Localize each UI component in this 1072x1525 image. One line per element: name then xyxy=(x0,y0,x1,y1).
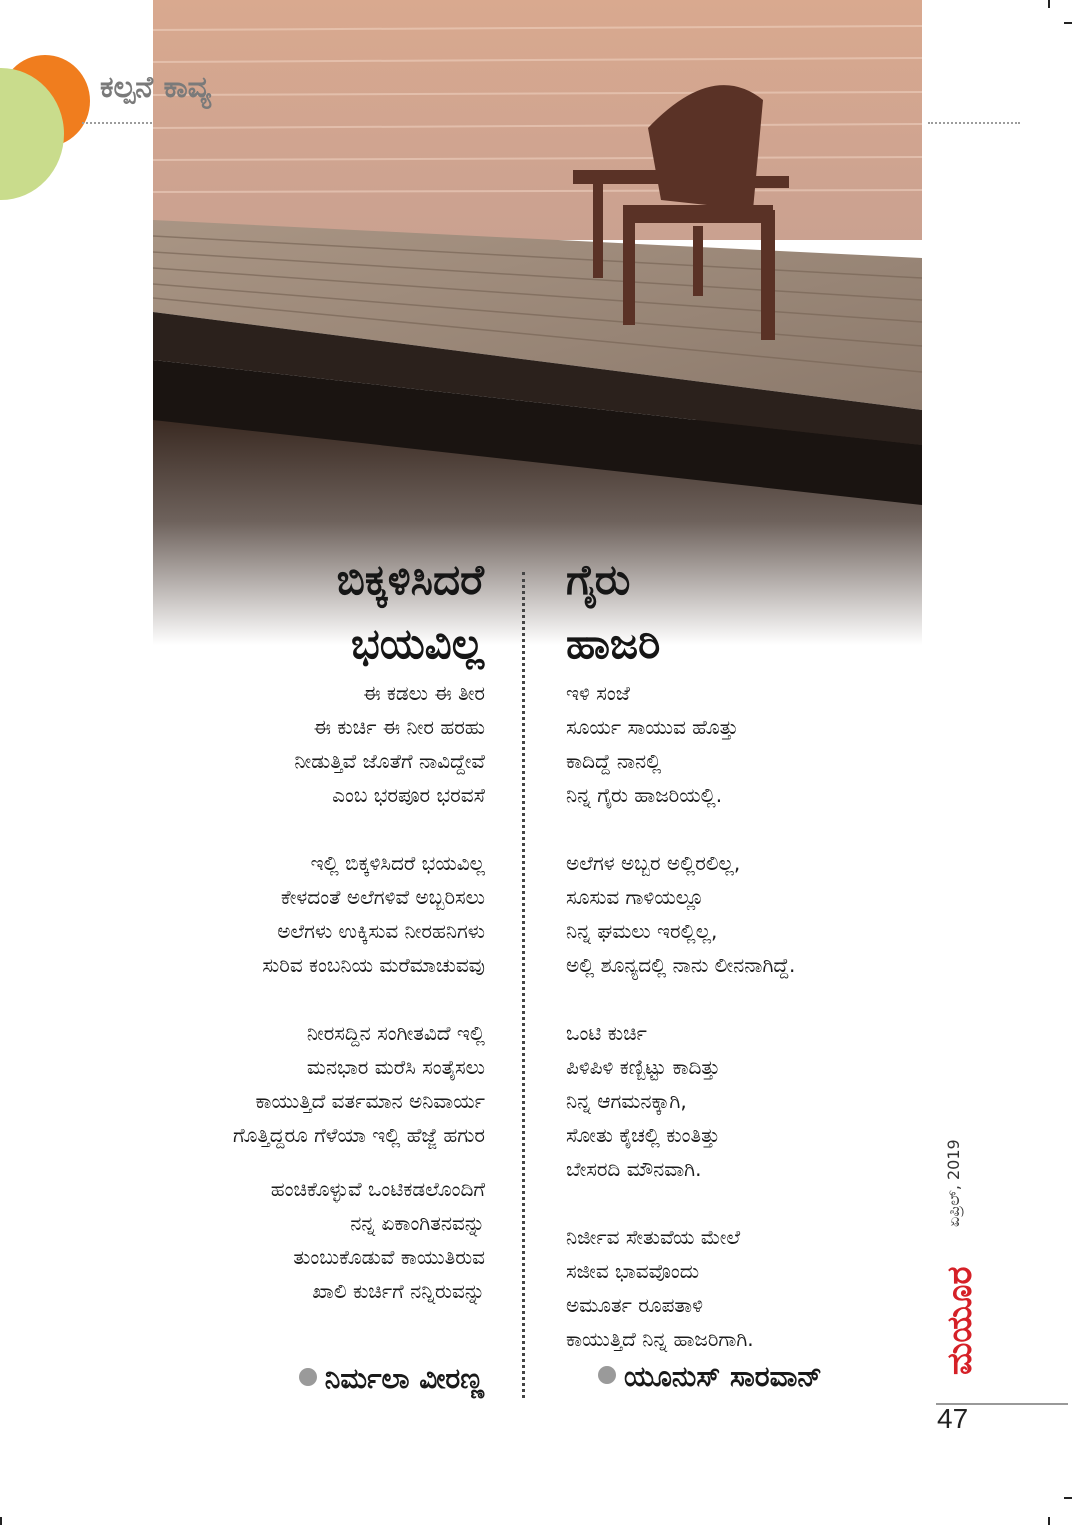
poem-body-left xyxy=(233,676,485,1342)
author-name: ನಿರ್ಮಲಾ ವೀರಣ್ಣ xyxy=(324,1362,484,1395)
crop-mark xyxy=(1064,22,1072,24)
poem-line: ಅಲೆಗಳು ಉಕ್ಕಿಸುವ ನೀರಹನಿಗಳು xyxy=(277,919,485,943)
poem-title-line: ಗೈರು xyxy=(566,555,631,604)
bullet-icon xyxy=(598,1366,616,1384)
stanza xyxy=(566,676,795,812)
bullet-icon xyxy=(299,1368,317,1386)
poem-line: ತುಂಬುಕೊಡುವೆ ಕಾಯುತಿರುವ xyxy=(293,1245,485,1269)
poem-line: ನೀರಸದ್ದಿನ ಸಂಗೀತವಿದೆ ಇಲ್ಲಿ xyxy=(306,1021,485,1045)
poem-line: ಸೋತು ಕೈಚಲ್ಲಿ ಕುಂತಿತ್ತು xyxy=(566,1123,720,1147)
dotted-rule xyxy=(82,122,152,124)
poem-line: ಕಾಯುತ್ತಿದೆ ನಿನ್ನ ಹಾಜರಿಗಾಗಿ. xyxy=(566,1327,754,1351)
column-divider xyxy=(522,572,525,1398)
poem-line: ಈ ಕಡಲು ಈ ತೀರ xyxy=(363,681,485,705)
poem-line: ಸುರಿವ ಕಂಬನಿಯ ಮರೆಮಾಚುವವು xyxy=(262,953,485,977)
stanza xyxy=(233,1172,485,1308)
poem-line: ಕೇಳದಂತೆ ಅಲೆಗಳಿವೆ ಅಬ್ಬರಿಸಲು xyxy=(280,885,485,909)
issue-date: ಏಪ್ರಿಲ್, 2019 xyxy=(944,1139,963,1227)
crop-mark xyxy=(0,1517,2,1525)
author-right xyxy=(598,1360,822,1394)
author-left xyxy=(299,1362,484,1396)
poem-line: ನಿರ್ಜೀವ ಸೇತುವೆಯ ಮೇಲೆ xyxy=(566,1225,741,1249)
poem-line: ಎಂಬ ಭರಪೂರ ಭರವಸೆ xyxy=(332,783,485,807)
poem-line: ನನ್ನ ಏಕಾಂಗಿತನವನ್ನು xyxy=(350,1211,485,1235)
poem-title-right xyxy=(566,548,660,676)
poem-title-line: ಬಿಕ್ಕಳಿಸಿದರೆ xyxy=(336,555,484,604)
poem-line: ನಿನ್ನ ಗೈರು ಹಾಜರಿಯಲ್ಲಿ. xyxy=(566,783,723,807)
crop-mark xyxy=(1064,1497,1072,1499)
stanza xyxy=(566,1220,795,1356)
crop-mark xyxy=(1048,1517,1050,1525)
poem-line: ಸೂರ್ಯ ಸಾಯುವ ಹೊತ್ತು xyxy=(566,715,739,739)
poem-line: ಗೊತ್ತಿದ್ದರೂ ಗೆಳೆಯಾ ಇಲ್ಲಿ ಹೆಜ್ಜೆ ಹಗುರ xyxy=(233,1123,485,1147)
poem-line: ಒಂಟಿ ಕುರ್ಚಿ xyxy=(566,1021,647,1045)
poem-line: ಬೇಸರದಿ ಮೌನವಾಗಿ. xyxy=(566,1157,702,1181)
stanza xyxy=(233,846,485,982)
crop-mark xyxy=(1048,0,1050,8)
section-label: ಕಲ್ಪನೆ ಕಾವ್ಯ xyxy=(100,70,212,105)
poem-line: ಖಾಲಿ ಕುರ್ಚಿಗೆ ನನ್ನಿರುವನ್ನು xyxy=(312,1279,485,1303)
poem-body-right xyxy=(566,676,795,1390)
poem-line: ಕಾಯುತ್ತಿದೆ ವರ್ತಮಾನ ಅನಿವಾರ್ಯ xyxy=(255,1089,485,1113)
poem-line: ಹಂಚಿಕೊಳ್ಳುವೆ ಒಂಟಿಕಡಲೊಂದಿಗೆ xyxy=(270,1177,485,1201)
page-number: 47 xyxy=(937,1403,969,1434)
stanza xyxy=(566,1016,795,1186)
stanza xyxy=(233,1016,485,1152)
poem-line: ಸಜೀವ ಭಾವವೊಂದು xyxy=(566,1259,700,1283)
author-name: ಯೂನುಸ್ ಸಾರವಾನ್ xyxy=(624,1360,823,1393)
poem-line: ನಿನ್ನ ಘಮಲು ಇರಲ್ಲಿಲ್ಲ, xyxy=(566,919,718,943)
poem-line: ಅಲೆಗಳ ಅಬ್ಬರ ಅಲ್ಲಿರಲಿಲ್ಲ, xyxy=(566,851,741,875)
poem-line: ಇಳಿ ಸಂಜೆ xyxy=(566,681,630,705)
poem-title-left xyxy=(337,548,484,676)
dotted-rule xyxy=(928,122,1020,124)
poem-line: ಅಲ್ಲಿ ಶೂನ್ಯದಲ್ಲಿ ನಾನು ಲೀನನಾಗಿದ್ದೆ. xyxy=(566,953,796,977)
stanza xyxy=(566,846,795,982)
poem-line: ಈ ಕುರ್ಚಿ ಈ ನೀರ ಹರಹು xyxy=(313,715,485,739)
poem-title-line: ಹಾಜರಿ xyxy=(566,619,661,668)
poem-line: ಸೂಸುವ ಗಾಳಿಯಲ್ಲೂ xyxy=(566,885,704,909)
poem-line: ನೀಡುತ್ತಿವೆ ಜೊತೆಗೆ ನಾವಿದ್ದೇವೆ xyxy=(294,749,485,773)
poem-line: ಅಮೂರ್ತ ರೂಪತಾಳಿ xyxy=(566,1293,703,1317)
dock-chair-photo xyxy=(153,0,922,645)
poem-line: ನಿನ್ನ ಆಗಮನಕ್ಕಾಗಿ, xyxy=(566,1089,687,1113)
poem-line: ಇಲ್ಲಿ ಬಿಕ್ಕಳಿಸಿದರೆ ಭಯವಿಲ್ಲ xyxy=(310,851,485,875)
poem-line: ಕಾದಿದ್ದೆ ನಾನಲ್ಲಿ xyxy=(566,749,662,773)
poem-title-line: ಭಯವಿಲ್ಲ xyxy=(351,619,484,668)
poem-line: ಪಿಳಿಪಿಳಿ ಕಣ್ಬಿಟ್ಟು ಕಾದಿತ್ತು xyxy=(566,1055,721,1079)
poem-line: ಮನಭಾರ ಮರೆಸಿ ಸಂತೈಸಲು xyxy=(306,1055,485,1079)
magazine-name: ಮಯೂರ xyxy=(940,1266,980,1375)
stanza xyxy=(233,676,485,812)
